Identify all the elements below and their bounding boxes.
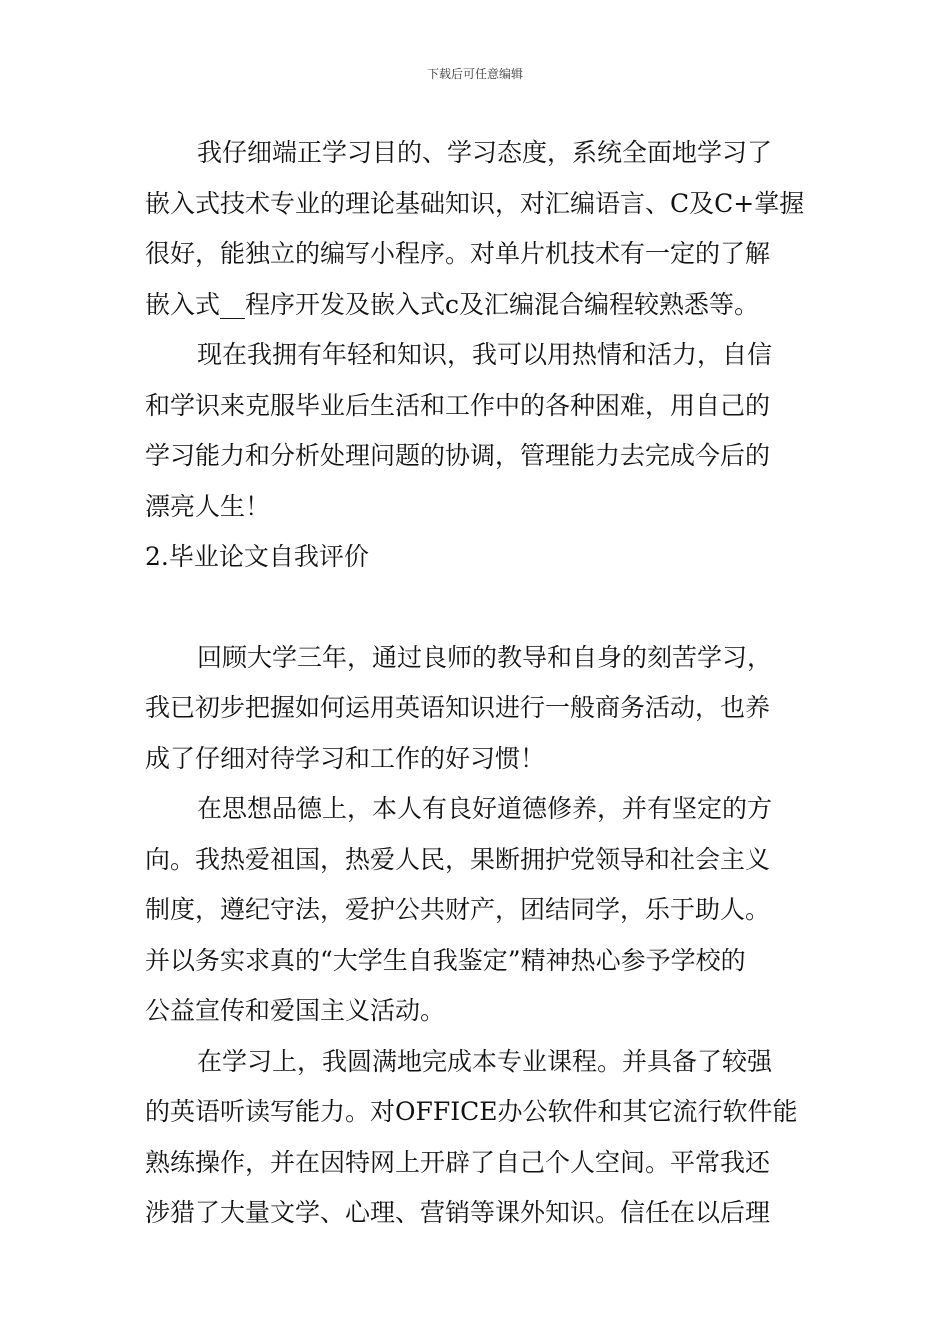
text-line: 涉猎了大量文学、心理、营销等课外知识。信任在以后理: [145, 1198, 771, 1227]
text-line: 我已初步把握如何运用英语知识进行一般商务活动，也养: [145, 693, 771, 722]
text-line: 成了仔细对待学习和工作的好习惯！: [145, 743, 546, 773]
text-line: 和学识来克服毕业后生活和工作中的各种困难，用自己的: [145, 390, 771, 420]
text-line: 的英语听读写能力。对OFFICE办公软件和其它流行软件能: [145, 1097, 798, 1126]
section-heading: 2.毕业论文自我评价: [145, 542, 369, 571]
text-line: 嵌入式__程序开发及嵌入式c及汇编混合编程较熟悉等。: [145, 289, 760, 319]
text-line: 嵌入式技术专业的理论基础知识，对汇编语言、C及C+掌握: [145, 188, 805, 218]
text-line: 很好，能独立的编写小程序。对单片机技术有一定的了解: [145, 239, 771, 268]
text-line: 并以务实求真的“大学生自我鉴定”精神热心参予学校的: [145, 945, 746, 975]
document-body: [145, 128, 810, 1239]
paragraph-learning: [145, 1037, 810, 1239]
text-line: 现在我拥有年轻和知识，我可以用热情和活力，自信: [197, 340, 773, 369]
text-line: 在思想品德上，本人有良好道德修养，并有坚定的方: [197, 794, 773, 823]
paragraph-review: [145, 633, 810, 785]
text-line: 制度，遵纪守法，爱护公共财产，团结同学，乐于助人。: [145, 895, 771, 924]
paragraph-study: [145, 128, 810, 330]
text-line: 学习能力和分析处理问题的协调，管理能力去完成今后的: [145, 441, 771, 470]
text-line: 回顾大学三年，通过良师的教导和自身的刻苦学习，: [197, 642, 773, 672]
paragraph-outlook: [145, 330, 810, 532]
text-line: 向。我热爱祖国，热爱人民，果断拥护党领导和社会主义: [145, 844, 771, 874]
text-line: 漂亮人生！: [145, 491, 271, 521]
page-header: 下载后可任意编辑: [426, 67, 523, 81]
paragraph-ideology: [145, 784, 810, 1037]
text-line: 公益宣传和爱国主义活动。: [145, 996, 446, 1025]
text-line: 我仔细端正学习目的、学习态度，系统全面地学习了: [197, 138, 773, 167]
text-line: 在学习上，我圆满地完成本专业课程。并具备了较强: [197, 1046, 773, 1076]
section-spacer: [145, 583, 810, 633]
text-line: 熟练操作，并在因特网上开辟了自己个人空间。平常我还: [145, 1147, 771, 1177]
